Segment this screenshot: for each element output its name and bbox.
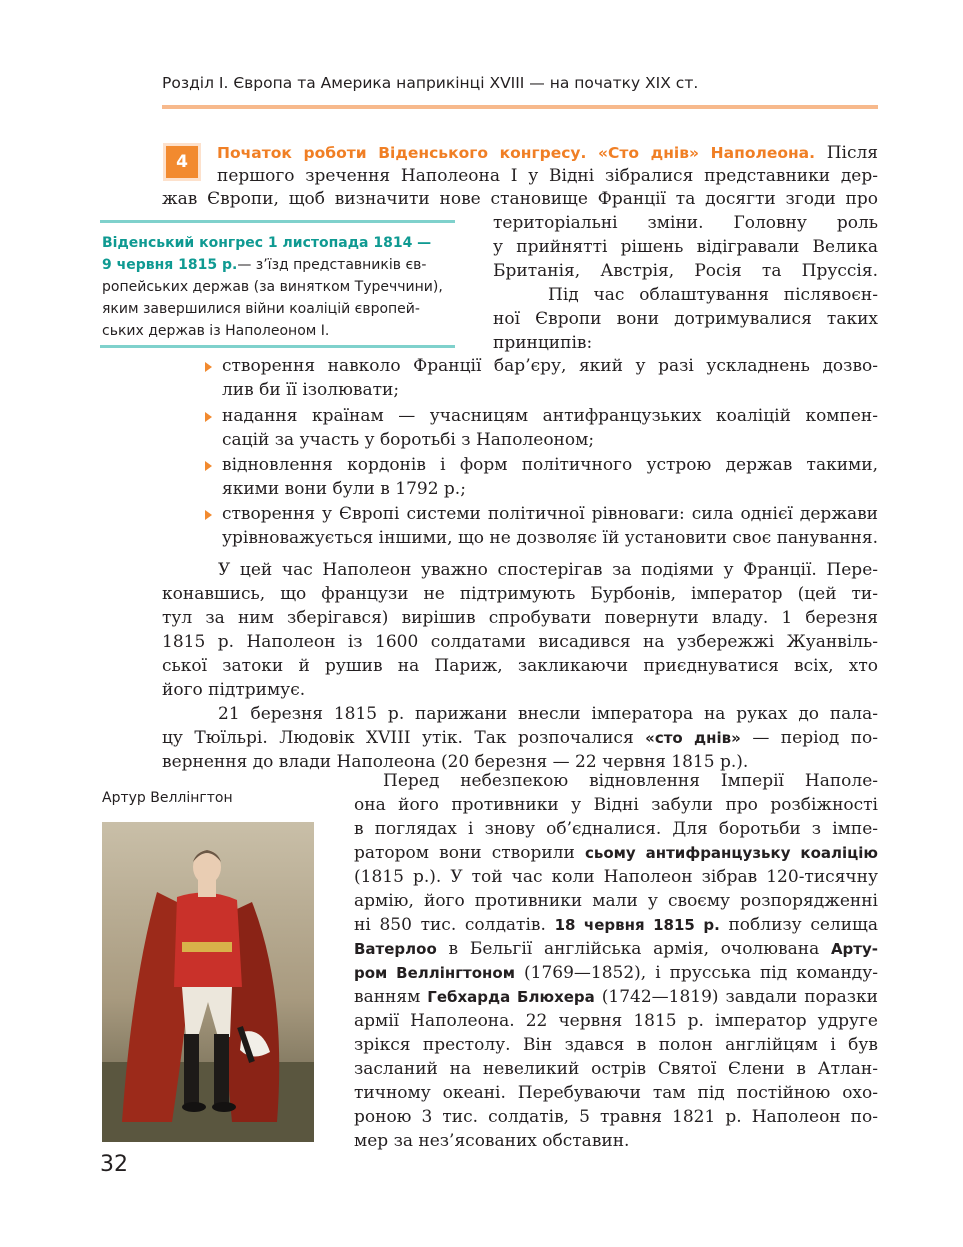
paragraph-line: она його противники у Відні забули про розбіжності <box>354 795 878 815</box>
text-run: (1769—1852), і прусська під команду- <box>515 963 878 983</box>
paragraph-line: (1815 р.). У той час коли Наполеон зібрав 120-тисячну <box>354 867 878 887</box>
definition-term: Віденський конгрес 1 листопада 1814 — <box>102 235 432 251</box>
bullet-item-text: лив би її ізолювати; <box>222 380 400 400</box>
term-sto-dniv: «сто днів» <box>645 729 741 747</box>
bullet-item-text: якими вони були в 1792 р.; <box>222 479 466 499</box>
paragraph-line: мер за нез’ясованих обставин. <box>354 1131 630 1151</box>
paragraph-line <box>354 962 878 984</box>
bullet-item-text: сацій за участь у боротьбі з Наполеоном; <box>222 430 595 450</box>
paragraph-line: тичному океані. Перебуваючи там під постійною охо- <box>354 1083 878 1103</box>
text-run: цу Тюїльрі. Людовік XVIII утік. Так розпочалися <box>162 728 646 748</box>
page-number: 32 <box>100 1152 128 1177</box>
header-rule <box>162 105 878 109</box>
section-text-line: принципів: <box>493 333 593 353</box>
section-text-line: жав Європи, щоб визначити нове становище Франції та досягти згоди про <box>162 189 878 209</box>
definition-line: яким завершилися війни коаліцій європей- <box>102 301 420 317</box>
paragraph-line: 1815 р. Наполеон із 1600 солдатами висадився на узбережжі Жуанвіль- <box>162 632 878 652</box>
text-run: в Бельгії англійська армія, очолювана <box>436 939 831 959</box>
text-run: (1742—1819) завдали поразки <box>594 987 879 1007</box>
term-wellington: ром Веллінгтоном <box>354 964 515 982</box>
paragraph-line: в поглядах і знову об’єдналися. Для боротьби з імпе- <box>354 819 878 839</box>
paragraph-line: тул за ним зберігався) вирішив спробувати повернути владу. 1 березня <box>162 608 878 628</box>
bullet-marker-icon <box>205 412 212 422</box>
paragraph-line: засланий на невеликий острів Святої Єлени в Атлан- <box>354 1059 878 1079</box>
section-text-line: Під час облаштування післявоєн- <box>548 285 878 305</box>
definition-line: ських держав із Наполеоном І. <box>102 323 330 339</box>
term-blucher: Гебхарда Блюхера <box>427 988 595 1006</box>
section-text-line: Британія, Австрія, Росія та Пруссія. <box>493 261 878 281</box>
bullet-item-text: створення у Європі системи політичної рівноваги: сила однієї держави <box>222 504 878 524</box>
paragraph-line <box>354 842 878 864</box>
section-number-badge: 4 <box>166 146 198 178</box>
section-title: Початок роботи Віденського конгресу. «Сто днів» Наполеона. <box>217 144 816 162</box>
paragraph-line: армію, його противники мали у своєму розпорядженні <box>354 891 878 911</box>
paragraph-line: вернення до влади Наполеона (20 березня — 22 червня 1815 р.). <box>162 752 749 772</box>
paragraph-line: армії Наполеона. 22 червня 1815 р. імператор удруге <box>354 1011 878 1031</box>
bullet-item-text: відновлення кордонів і форм політичного устрою держав такими, <box>222 455 878 475</box>
term-date-waterloo: 18 червня 1815 р. <box>554 916 720 934</box>
section-text-line: ної Європи вони дотримувалися таких <box>493 309 878 329</box>
bullet-item-text: створення навколо Франції бар’єру, який у разі ускладнень дозво- <box>222 356 878 376</box>
definition-term-dates: 9 червня 1815 р. <box>102 257 238 273</box>
section-title-line <box>217 142 878 164</box>
paragraph-line: У цей час Наполеон уважно спостерігав за подіями у Франції. Пере- <box>218 560 878 580</box>
term-seventh-coalition: сьому антифранцузьку коаліцію <box>584 844 879 862</box>
section-text-line: територіальні зміни. Головну роль <box>493 213 878 233</box>
definition-line <box>102 254 426 276</box>
bullet-item-text: урівноважується іншими, що не дозволяє їй установити своє панування. <box>222 528 878 548</box>
paragraph-line: ської затоки й рушив на Париж, закликаючи приєднуватися всіх, хто <box>162 656 878 676</box>
paragraph-line <box>354 914 878 936</box>
paragraph-line: зрікся престолу. Він здався в полон англійцям і був <box>354 1035 878 1055</box>
paragraph-line: конавшись, що французи не підтримують Бурбонів, імператор (цей ти- <box>162 584 878 604</box>
text-run: ратором вони створили <box>354 843 585 863</box>
paragraph-line <box>162 727 878 749</box>
paragraph-line: його підтримує. <box>162 680 306 700</box>
paragraph-line: 21 березня 1815 р. парижани внесли імператора на руках до пала- <box>218 704 878 724</box>
paragraph-line: Перед небезпекою відновлення Імперії Наполе- <box>383 771 878 791</box>
definition-text: — з’їзд представників єв- <box>237 257 427 273</box>
bullet-item-text: надання країнам — учасницям антифранцузьких коаліцій компен- <box>222 406 878 426</box>
text-run: ні 850 тис. солдатів. <box>354 915 555 935</box>
paragraph-line: роною 3 тис. солдатів, 5 травня 1821 р. Наполеон по- <box>354 1107 878 1127</box>
definition-top-rule <box>100 220 455 223</box>
section-title-tail: Після <box>815 143 878 163</box>
bullet-marker-icon <box>205 461 212 471</box>
portrait-caption: Артур Веллінгтон <box>102 790 233 806</box>
bullet-marker-icon <box>205 510 212 520</box>
paragraph-line <box>354 938 878 960</box>
text-run: — період по- <box>740 728 878 748</box>
definition-line: ропейських держав (за винятком Туреччини), <box>102 279 443 295</box>
section-text-line: першого зречення Наполеона І у Відні зібралися представники дер- <box>217 166 878 186</box>
text-run: ванням <box>354 987 428 1007</box>
definition-bottom-rule <box>100 345 455 348</box>
wellington-portrait <box>102 822 314 1142</box>
term-wellington: Арту- <box>830 940 878 958</box>
term-waterloo: Ватерлоо <box>354 940 437 958</box>
section-text-line: у прийнятті рішень відігравали Велика <box>493 237 878 257</box>
bullet-marker-icon <box>205 362 212 372</box>
running-header: Розділ І. Європа та Америка наприкінці XVIII — на початку XIX ст. <box>162 74 699 92</box>
text-run: поблизу селища <box>719 915 879 935</box>
paragraph-line <box>354 986 878 1008</box>
